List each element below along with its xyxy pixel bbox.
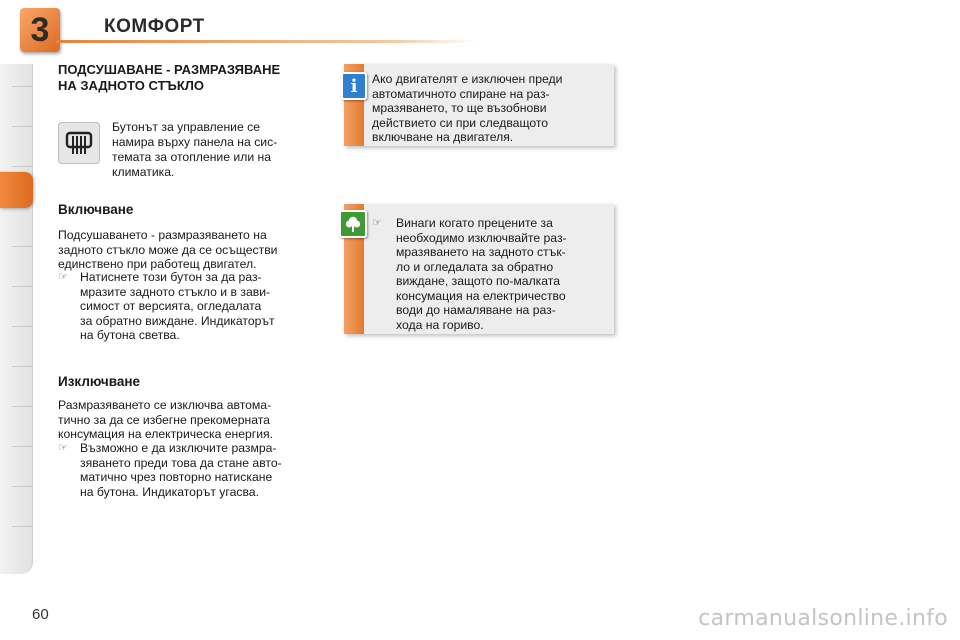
rear-defrost-button-icon xyxy=(58,122,100,164)
section-title xyxy=(58,62,328,94)
chapter-tab-strip xyxy=(0,64,33,574)
bullet-line: Възможно е да изключите размра- xyxy=(80,441,277,455)
info-note-text xyxy=(372,72,608,145)
intro-line: намира върху панела на сис- xyxy=(112,135,278,149)
chapter-tab[interactable] xyxy=(12,526,32,527)
note-line: ло и огледалата за обратно xyxy=(396,259,554,274)
bullet-line: мразите задното стъкло и в зави- xyxy=(80,284,271,299)
chapter-tab[interactable] xyxy=(12,86,32,87)
off-heading: Изключване xyxy=(58,374,141,389)
bullet-line: на бутона. Индикаторът угасва. xyxy=(80,484,259,499)
eco-tree-icon xyxy=(339,210,367,238)
on-heading: Включване xyxy=(58,202,134,217)
chapter-tab-active[interactable] xyxy=(0,172,33,208)
info-icon: i xyxy=(341,72,367,100)
chapter-title: КОМФОРТ xyxy=(104,16,205,37)
note-line: автоматичното спиране на раз- xyxy=(372,86,550,101)
chapter-number-badge: 3 xyxy=(20,8,60,52)
chapter-tab[interactable] xyxy=(12,166,32,167)
eco-note-text xyxy=(372,216,608,332)
chapter-tab[interactable] xyxy=(12,366,32,367)
paragraph-line: задното стъкло може да се осъществи xyxy=(58,242,278,257)
bullet-line: за обратно виждане. Индикаторът xyxy=(80,313,275,328)
note-line: мразяването на задното стък- xyxy=(396,245,566,259)
rear-defrost-icon xyxy=(64,130,94,156)
paragraph-line: единствено при работещ двигател. xyxy=(58,257,257,271)
note-line: включване на двигателя. xyxy=(372,130,514,144)
bullet-line: симост от версията, огледалата xyxy=(80,299,262,313)
paragraph-line: тично за да се избегне прекомерната xyxy=(58,412,270,427)
note-line: необходимо изключвайте раз- xyxy=(396,230,567,245)
section-title-line: НА ЗАДНОТО СТЪКЛО xyxy=(58,78,204,93)
pointing-hand-icon: ☞ xyxy=(372,217,382,229)
paragraph-line: Размразяването се изключва автома- xyxy=(58,398,272,412)
chapter-tab[interactable] xyxy=(12,126,32,127)
note-line: Винаги когато прецените за xyxy=(396,216,553,230)
note-line: Ако двигателят е изключен преди xyxy=(372,72,563,86)
note-line: хода на гориво. xyxy=(396,317,484,332)
intro-line: темата за отопление или на xyxy=(112,150,272,164)
section-title-line: ПОДСУШАВАНЕ - РАЗМРАЗЯВАНЕ xyxy=(58,62,281,77)
intro-line: климатика. xyxy=(112,165,175,179)
intro-line: Бутонът за управление се xyxy=(112,120,261,134)
bullet-line: Натиснете този бутон за да раз- xyxy=(80,270,262,284)
note-line: води до намаляване на раз- xyxy=(396,303,556,317)
note-line: действието си при следващото xyxy=(372,115,549,130)
paragraph-line: Подсушаването - размразяването на xyxy=(58,228,267,242)
off-paragraph xyxy=(58,398,326,442)
off-bullet xyxy=(58,441,326,499)
watermark: carmanualsonline.info xyxy=(698,606,948,631)
chapter-tab[interactable] xyxy=(12,406,32,407)
bullet-line: зяването преди това да стане авто- xyxy=(80,455,282,470)
page-number: 60 xyxy=(32,606,49,623)
chapter-tab[interactable] xyxy=(12,446,32,447)
bullet-line: матично чрез повторно натискане xyxy=(80,470,273,484)
bullet-line: на бутона светва. xyxy=(80,328,180,342)
on-bullet xyxy=(58,270,326,343)
chapter-tab[interactable] xyxy=(12,286,32,287)
note-line: консумация на електричество xyxy=(396,288,566,303)
chapter-tab[interactable] xyxy=(12,326,32,327)
on-paragraph xyxy=(58,228,326,272)
chapter-tab[interactable] xyxy=(12,246,32,247)
paragraph-line: консумация на електрическа енергия. xyxy=(58,427,274,441)
note-line: виждане, защото по-малката xyxy=(396,274,561,288)
pointing-hand-icon: ☞ xyxy=(58,442,68,454)
note-line: мразяването, то ще възобнови xyxy=(372,101,547,115)
pointing-hand-icon: ☞ xyxy=(58,271,68,283)
chapter-tab[interactable] xyxy=(12,486,32,487)
header-rule xyxy=(56,40,476,43)
intro-text xyxy=(112,120,326,180)
